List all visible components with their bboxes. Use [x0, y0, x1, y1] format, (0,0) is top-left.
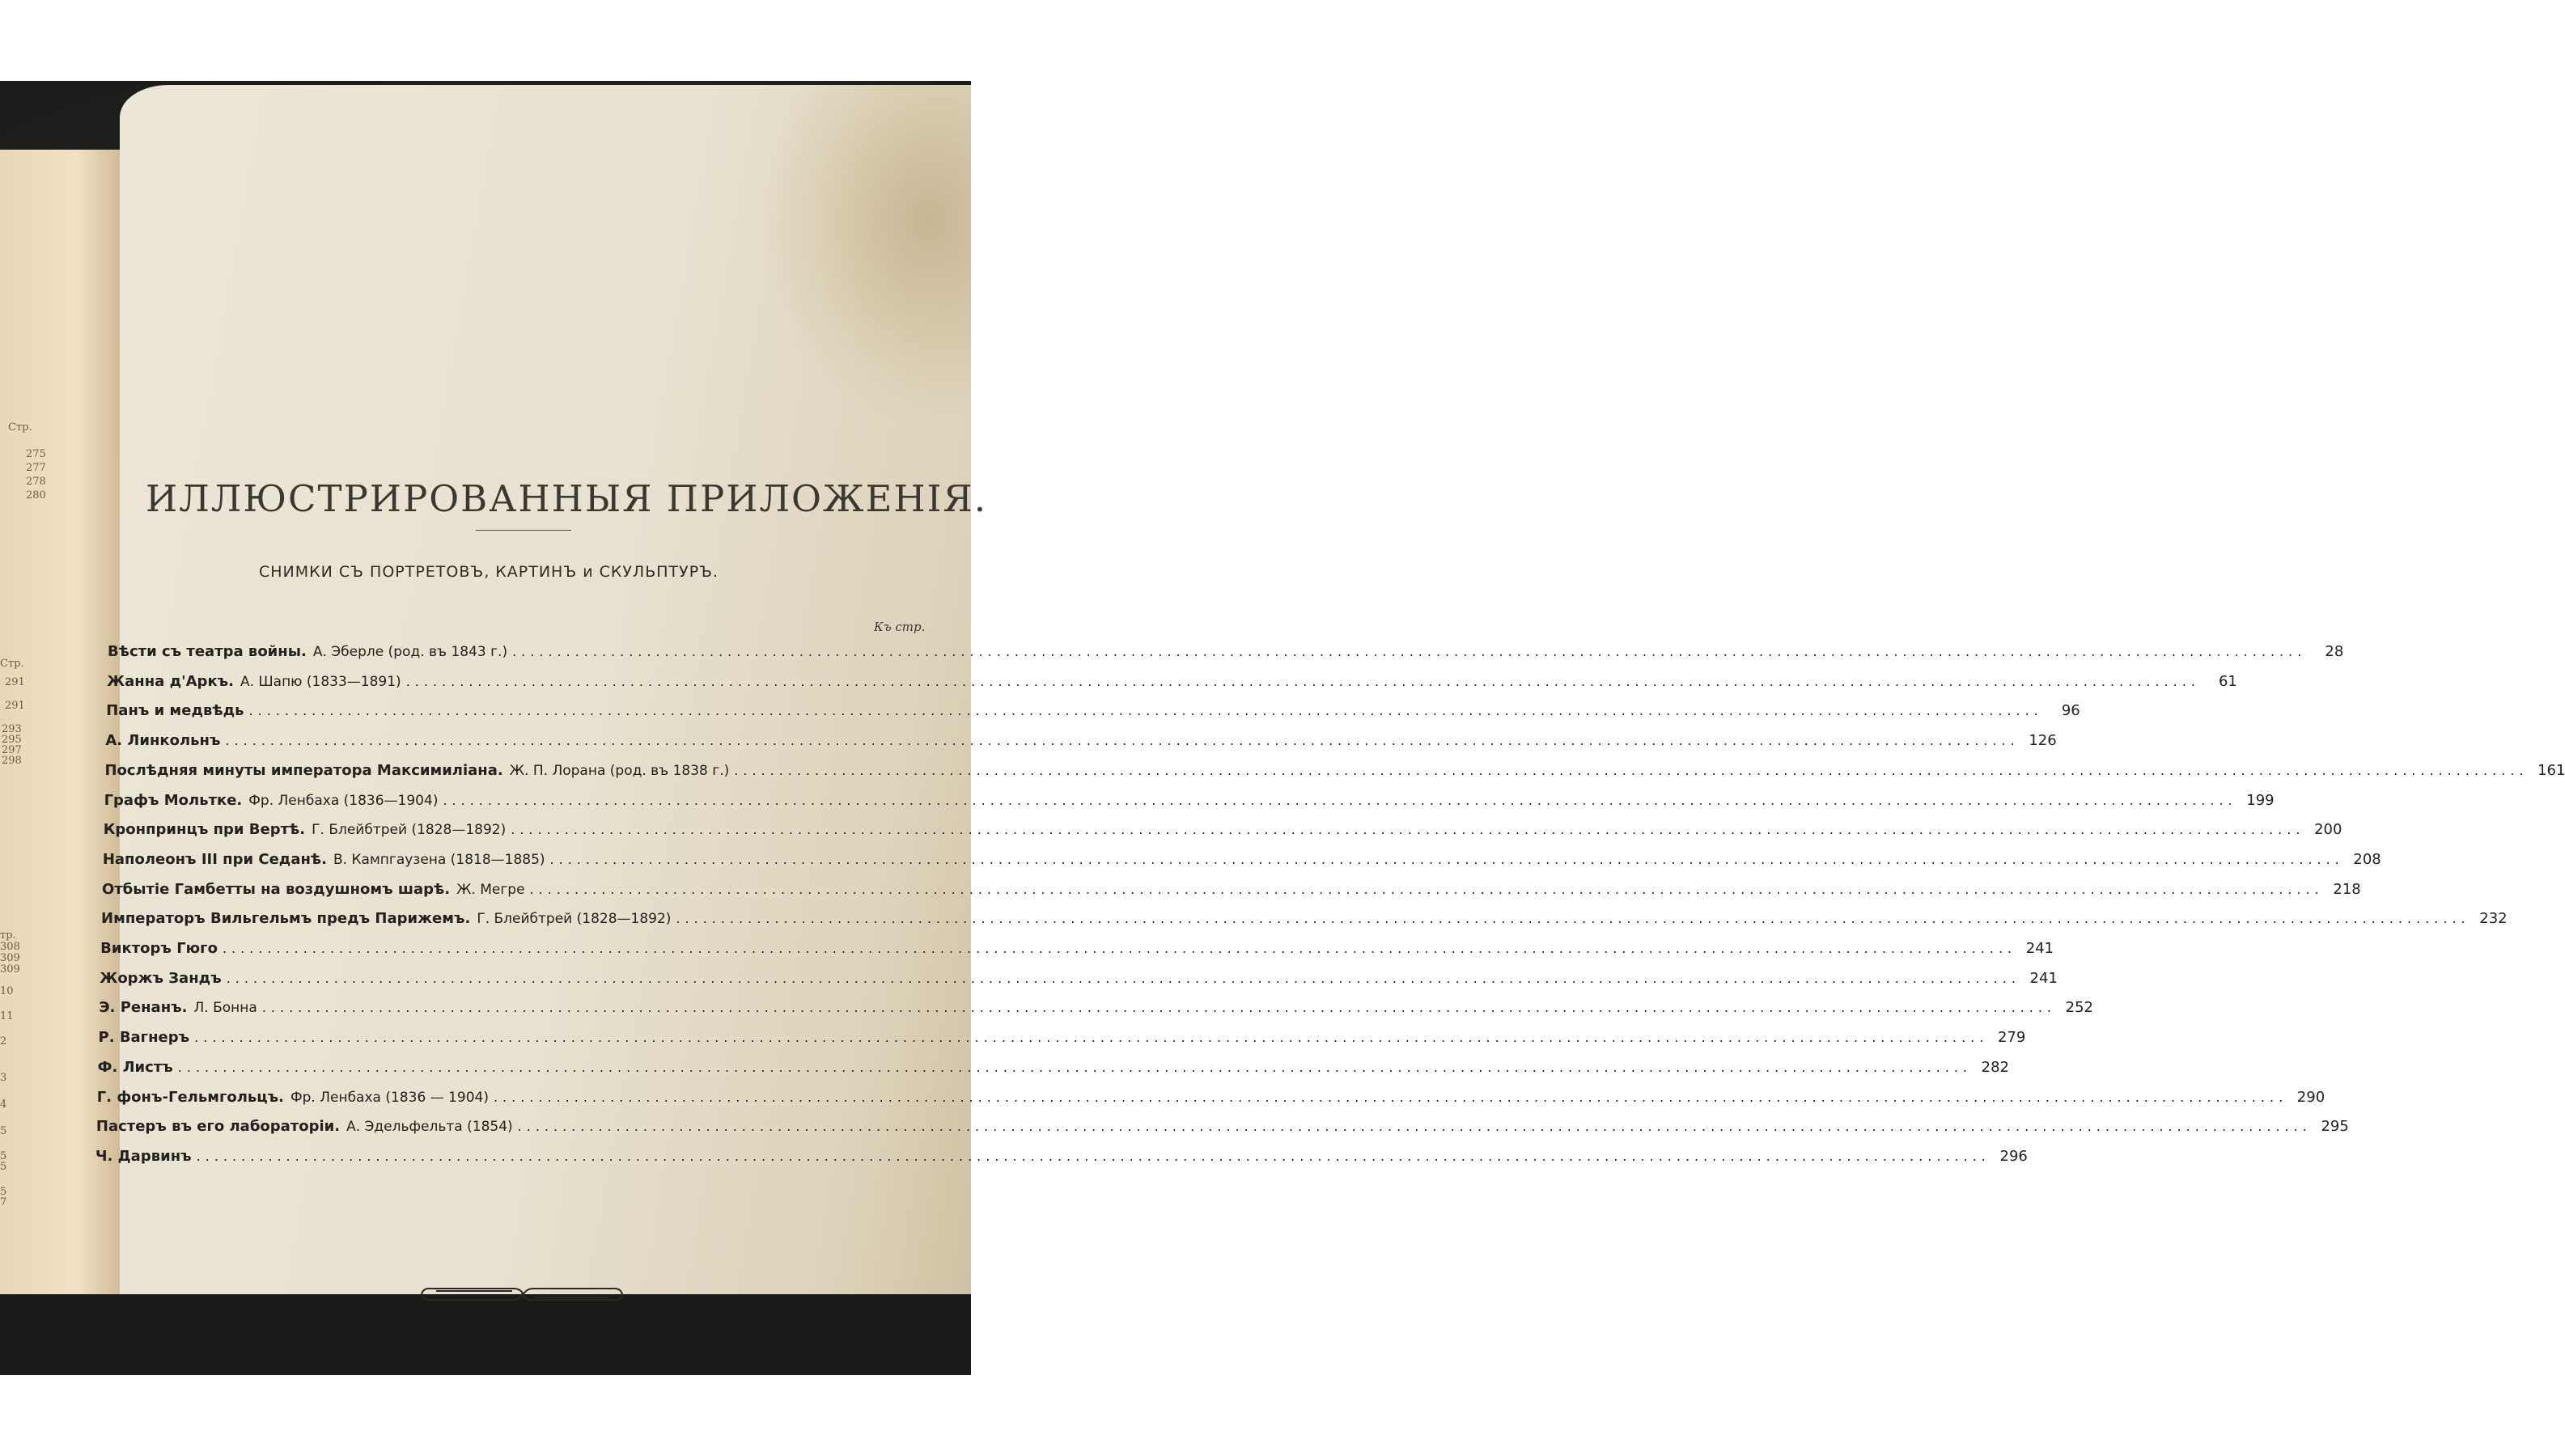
left-page-number: 275	[26, 448, 46, 460]
contents-entry	[96, 1088, 2325, 1113]
entry-page-number: 241	[2029, 969, 2058, 987]
contents-entry	[99, 999, 2094, 1023]
contents-entry	[104, 761, 2565, 786]
left-page-number: 293	[2, 723, 22, 735]
contents-entry	[100, 940, 2054, 964]
left-page-number: 11	[0, 1010, 14, 1022]
entry-author: А. Эберле (род. въ 1843 г.)	[312, 644, 508, 660]
entry-title: Жоржъ Зандъ	[100, 969, 222, 987]
entry-page-number: 218	[2333, 880, 2361, 898]
entry-page-number: 282	[1981, 1058, 2009, 1076]
entry-author: Фр. Ленбаха (1836 — 1904)	[290, 1089, 489, 1106]
left-page-number: 5	[0, 1125, 7, 1137]
entry-page-number: 161	[2537, 761, 2565, 779]
left-page-number: 295	[2, 734, 22, 746]
entry-title: Кронпринцъ при Вертѣ.	[103, 821, 306, 839]
dot-leader: ........................................................................................................................................................................................................	[511, 822, 2305, 838]
dot-leader: ........................................................................................................................................................................................................	[405, 673, 2200, 689]
contents-entry	[98, 1029, 2026, 1053]
contents-entry	[95, 1118, 2349, 1142]
left-column-header: Стр.	[8, 421, 32, 434]
entry-title: Панъ и медвѣдь	[106, 702, 244, 720]
left-column-header: тр.	[0, 929, 16, 942]
dot-leader: ........................................................................................................................................................................................................	[196, 1148, 1991, 1164]
left-page-number: 4	[0, 1098, 7, 1111]
entry-author: Ж. Мегре	[456, 881, 525, 898]
dot-leader: ........................................................................................................................................................................................................	[734, 762, 2529, 778]
entry-title: Викторъ Гюго	[100, 940, 218, 957]
dot-leader: ........................................................................................................................................................................................................	[517, 1119, 2312, 1135]
left-page-number: 277	[26, 462, 46, 474]
entry-title: Г. фонъ-Гельмгольцъ.	[96, 1088, 284, 1106]
entry-page-number: 296	[1999, 1147, 2028, 1165]
entry-page-number: 61	[2218, 672, 2237, 690]
entry-page-number: 200	[2314, 821, 2342, 839]
entry-title: Графъ Мольтке.	[104, 791, 243, 809]
page-stain	[761, 85, 971, 425]
contents-entry	[104, 791, 2275, 816]
entry-title: Ф. Листъ	[97, 1058, 173, 1076]
left-page-column	[0, 929, 20, 1209]
dot-leader: ........................................................................................................................................................................................................	[226, 970, 2020, 986]
dot-leader: ........................................................................................................................................................................................................	[443, 792, 2237, 808]
contents-entry	[100, 969, 2058, 994]
contents-entry	[101, 910, 2508, 934]
entry-page-number: 208	[2353, 850, 2381, 868]
contents-entry	[101, 880, 2361, 905]
section-subtitle: СНИМКИ СЪ ПОРТРЕТОВЪ, КАРТИНЪ и СКУЛЬПТУРЪ.	[259, 563, 719, 581]
entry-page-number: 232	[2479, 910, 2508, 928]
left-column-header: Стр.	[0, 658, 24, 670]
dot-leader: ........................................................................................................................................................................................................	[194, 1030, 1989, 1046]
contents-entry	[102, 850, 2381, 875]
left-page-number: 278	[26, 476, 46, 488]
ornament-divider	[417, 1278, 627, 1307]
left-page-column	[8, 421, 46, 502]
entry-author: В. Кампгаузена (1818—1885)	[333, 851, 545, 868]
title-divider	[476, 530, 571, 531]
entry-title: Вѣсти съ театра войны.	[108, 643, 307, 660]
left-page-number: 7	[0, 1196, 7, 1208]
left-page-number: 5	[0, 1150, 7, 1162]
contents-entry	[95, 1147, 2028, 1172]
entry-title: А. Линкольнъ	[105, 732, 221, 750]
entry-page-number: 126	[2029, 732, 2057, 750]
entry-author: Г. Блейбтрей (1828—1892)	[477, 911, 672, 928]
entry-title: Ч. Дарвинъ	[95, 1147, 192, 1165]
dot-leader: ........................................................................................................................................................................................................	[261, 1000, 2057, 1016]
contents-entry	[105, 732, 2057, 756]
left-page-column	[0, 657, 25, 768]
entry-title: Э. Ренанъ.	[99, 999, 188, 1017]
entry-title: Наполеонъ III при Седанѣ.	[102, 850, 327, 868]
entry-title: Послѣдняя минуты императора Максимиліана.	[104, 761, 503, 779]
entry-author: Фр. Ленбаха (1836—1904)	[248, 792, 439, 809]
dot-leader: ........................................................................................................................................................................................................	[549, 851, 2344, 867]
left-page-number: 5	[0, 1186, 7, 1198]
left-page-number: 308	[0, 941, 20, 953]
contents-entry	[103, 821, 2342, 845]
contents-entry	[108, 643, 2344, 667]
left-page-number: 291	[5, 700, 25, 712]
page-title: ИЛЛЮСТРИРОВАННЫЯ ПРИЛОЖЕНІЯ.	[146, 477, 988, 521]
left-page-number: 5	[0, 1161, 7, 1173]
entry-author: Ж. П. Лорана (род. въ 1838 г.)	[509, 762, 730, 779]
dot-leader: ........................................................................................................................................................................................................	[177, 1059, 1972, 1075]
dot-leader: ........................................................................................................................................................................................................	[225, 733, 2020, 749]
left-page-number: 3	[0, 1072, 7, 1084]
contents-entry	[97, 1058, 2009, 1083]
entry-page-number: 279	[1997, 1029, 2026, 1047]
left-page-number: 309	[0, 963, 20, 976]
left-page-number: 10	[0, 985, 14, 997]
entry-author: Г. Блейбтрей (1828—1892)	[312, 822, 507, 839]
entry-page-number: 96	[2061, 702, 2080, 720]
dot-leader: ........................................................................................................................................................................................................	[529, 881, 2324, 897]
entry-page-number: 28	[2325, 643, 2344, 660]
entry-page-number: 199	[2246, 791, 2275, 809]
left-page-number: 280	[26, 489, 46, 502]
entry-author: А. Эдельфельта (1854)	[346, 1119, 513, 1136]
entry-title: Жанна д'Аркъ.	[107, 672, 235, 690]
entry-page-number: 241	[2025, 940, 2054, 957]
left-page-number: 291	[5, 676, 25, 688]
entry-title: Пастеръ въ его лабораторіи.	[95, 1118, 341, 1136]
entry-author: А. Шапю (1833—1891)	[240, 673, 401, 690]
entry-page-number: 290	[2296, 1088, 2325, 1106]
dot-leader: ........................................................................................................................................................................................................	[493, 1089, 2288, 1105]
contents-entry	[107, 672, 2237, 697]
entry-title: Р. Вагнеръ	[98, 1029, 190, 1047]
left-page-number: 298	[2, 755, 22, 767]
left-page-number: 297	[2, 744, 22, 756]
entry-author: Л. Бонна	[193, 1000, 257, 1017]
entry-title: Императоръ Вильгельмъ предъ Парижемъ.	[101, 910, 471, 928]
entry-page-number: 295	[2321, 1118, 2349, 1136]
contents-entry	[106, 702, 2080, 726]
left-page-number: 309	[0, 952, 20, 964]
dot-leader: ........................................................................................................................................................................................................	[222, 941, 2017, 956]
dot-leader: ........................................................................................................................................................................................................	[676, 911, 2470, 927]
entry-title: Отбытіе Гамбетты на воздушномъ шарѣ.	[101, 880, 451, 898]
dot-leader: ........................................................................................................................................................................................................	[512, 644, 2307, 659]
left-page-number: 2	[0, 1035, 7, 1048]
dot-leader: ........................................................................................................................................................................................................	[248, 703, 2043, 719]
page-column-header: Къ стр.	[874, 620, 926, 634]
entry-page-number: 252	[2065, 999, 2094, 1017]
